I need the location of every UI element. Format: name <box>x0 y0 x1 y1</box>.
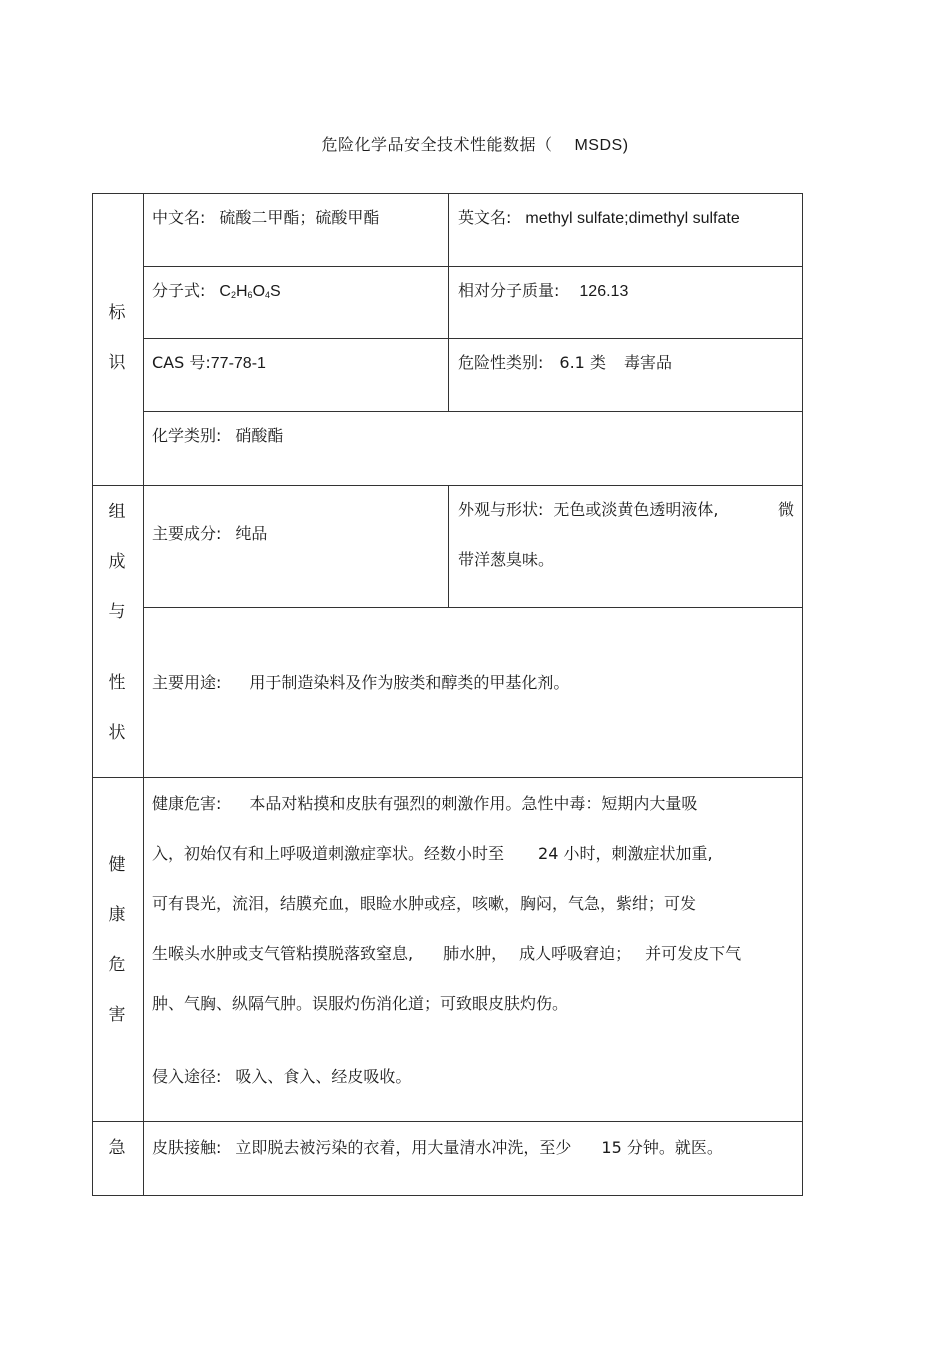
mw-value: 126.13 <box>579 283 629 300</box>
section-char: 组 <box>108 502 126 522</box>
appearance-line1-end: 微 <box>777 500 794 519</box>
border-right <box>802 193 803 1196</box>
section-char: 急 <box>108 1138 126 1158</box>
skin-contact-value-end: 15 分钟。就医。 <box>601 1138 723 1157</box>
main-component-value: 纯品 <box>235 524 268 543</box>
main-component-label: 主要成分: <box>152 524 222 543</box>
hazard-class-label: 危险性类别: <box>458 353 544 372</box>
title-suffix: MSDS) <box>574 137 629 154</box>
formula-value: $C_2H_6O_4S$ <box>219 283 281 300</box>
health-line: 生喉头水肿或支气管粘摸脱落致窒息, <box>152 944 414 963</box>
section-char: 状 <box>108 723 126 743</box>
msds-table <box>92 193 803 1196</box>
route-label: 侵入途径: <box>152 1067 222 1086</box>
health-label: 健康危害: <box>152 794 222 813</box>
cas-label: CAS 号: <box>152 353 211 372</box>
section-health <box>92 840 142 1040</box>
section-char: 识 <box>108 353 126 373</box>
appearance-line1: 无色或淡黄色透明液体, <box>553 500 719 519</box>
health-line: 肿、气胸、纵隔气肿。误服灼伤消化道；可致眼皮肤灼伤。 <box>152 994 569 1013</box>
route-cell <box>152 1052 411 1102</box>
row-line <box>143 607 803 608</box>
section-first-aid <box>92 1123 142 1173</box>
health-hazard-block <box>152 779 741 1029</box>
skin-contact-value: 立即脱去被污染的衣着，用大量清水冲洗，至少 <box>235 1138 572 1157</box>
section-char: 成 <box>108 552 126 572</box>
health-line: 并可发皮下气 <box>645 944 742 963</box>
skin-contact-cell <box>152 1123 723 1173</box>
en-name-cell <box>458 193 740 244</box>
appearance-cell <box>458 485 794 585</box>
section-char: 康 <box>108 905 126 925</box>
cn-name-value: 硫酸二甲酯；硫酸甲酯 <box>219 208 380 227</box>
hazard-class-cell <box>458 338 672 388</box>
appearance-line2: 带洋葱臭味。 <box>458 550 555 569</box>
col-line <box>448 485 449 608</box>
section-char: 健 <box>108 855 126 875</box>
section-identification <box>92 288 142 388</box>
health-line: 24 小时，刺激症状加重, <box>538 844 713 863</box>
section-char: 害 <box>108 1005 126 1025</box>
chem-class-label: 化学类别: <box>152 426 222 445</box>
hazard-class-desc: 毒害品 <box>623 353 672 372</box>
hazard-class-value: 6.1 类 <box>559 353 606 372</box>
formula-label: 分子式: <box>152 281 206 300</box>
main-component-cell <box>152 509 267 559</box>
cas-cell <box>152 338 266 389</box>
section-char: 危 <box>108 955 126 975</box>
section-divider <box>143 193 144 1196</box>
skin-contact-label: 皮肤接触: <box>152 1138 222 1157</box>
section-char: 与 <box>108 602 126 622</box>
health-line: 成人呼吸窘迫； <box>519 944 632 963</box>
en-name-label: 英文名: <box>458 208 512 227</box>
mw-cell <box>458 266 628 317</box>
cas-value: 77-78-1 <box>210 355 266 372</box>
chem-class-cell <box>152 411 283 461</box>
use-value: 用于制造染料及作为胺类和醇类的甲基化剂。 <box>249 673 570 692</box>
appearance-label: 外观与形状: <box>458 500 544 519</box>
section-char: 标 <box>108 303 126 323</box>
route-value: 吸入、食入、经皮吸收。 <box>235 1067 412 1086</box>
use-label: 主要用途: <box>152 673 222 692</box>
border-bottom <box>92 1195 803 1196</box>
use-cell <box>152 658 569 708</box>
health-line: 肺水肿， <box>443 944 508 963</box>
health-line: 入，初始仅有和上呼吸道刺激症挛状。经数小时至 <box>152 844 505 863</box>
health-line: 本品对粘摸和皮肤有强烈的刺激作用。急性中毒：短期内大量吸 <box>249 794 698 813</box>
col-line <box>448 193 449 412</box>
en-name-value: methyl sulfate;dimethyl sulfate <box>525 210 740 227</box>
cn-name-label: 中文名: <box>152 208 206 227</box>
title-main: 危险化学品安全技术性能数据（ <box>321 135 553 154</box>
formula-cell <box>152 266 281 320</box>
mw-label: 相对分子质量: <box>458 281 560 300</box>
document-title <box>0 132 950 155</box>
chem-class-value: 硝酸酯 <box>235 426 284 445</box>
cn-name-cell <box>152 193 379 243</box>
section-char: 性 <box>108 673 126 693</box>
health-line: 可有畏光，流泪，结膜充血，眼睑水肿或痉，咳嗽，胸闷，气急，紫绀；可发 <box>152 894 697 913</box>
